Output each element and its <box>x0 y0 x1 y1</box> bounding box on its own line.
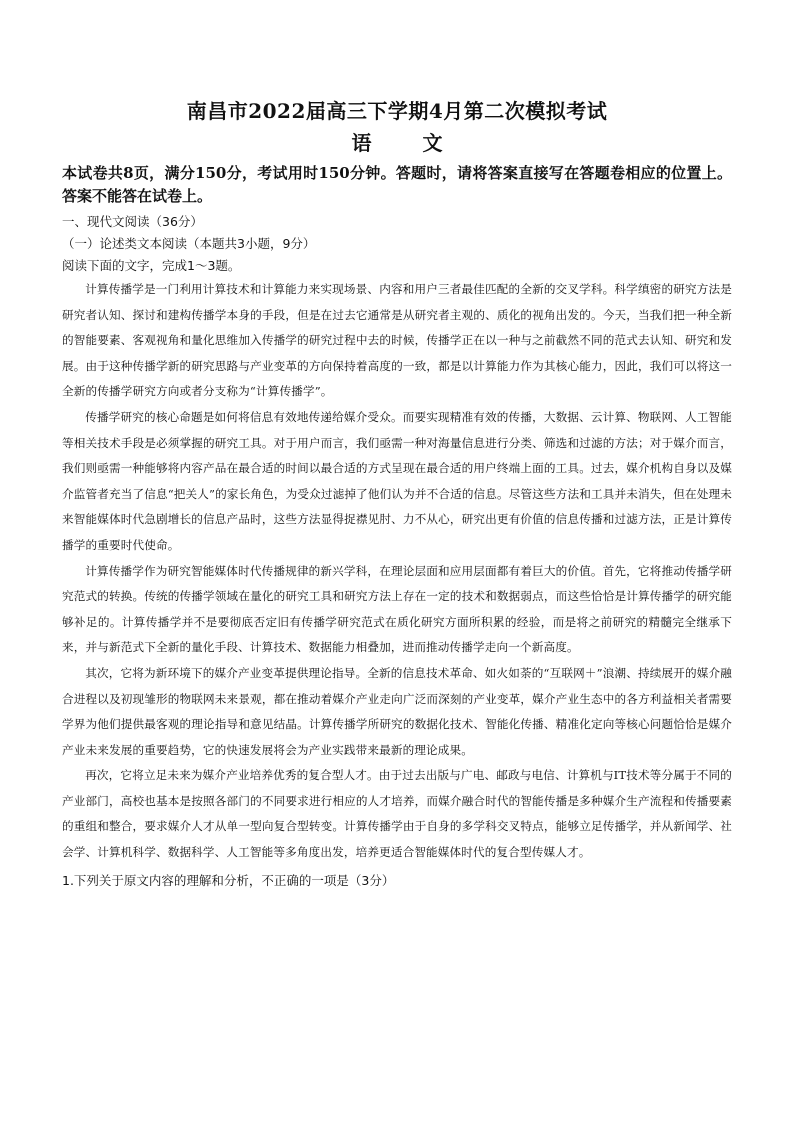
passage-paragraph: 计算传播学作为研究智能媒体时代传播规律的新兴学科，在理论层面和应用层面都有着巨大的价值。首先，它将推动传播学研究范式的转换。传统的传播学领域在量化的研究工具和研究方法上存在一定的技术和数据弱点，而这些恰恰是计算传播学的研究能够补足的。计算传播学并不是要彻底否定旧有传播学研究范式在质化研究方面所积累的经验，而是将之前研究的精髓完全继承下来，并与新范式下全新的量化手段、计算技术、数据能力相叠加，进而推动传播学走向一个新高度。 <box>62 563 732 655</box>
passage-paragraph: 计算传播学是一门利用计算技术和计算能力来实现场景、内容和用户三者最佳匹配的全新的交叉学科。科学缜密的研究方法是研究者认知、探讨和建构传播学本身的手段，但是在过去它通常是从研究者主观的、质化的视角出发的。今天，当我们把一种全新的智能要素、客观视角和量化思维加入传播学的研究过程中去的时候，传播学正在以一种与之前截然不同的范式去认知、研究和发展。由于这种传播学新的研究思路与产业变革的方向保持着高度的一致，都是以计算能力作为其核心能力，因此，我们可以将这一全新的传播学研究方向或者分支称为“计算传播学”。 <box>62 282 732 399</box>
question-1-stem: 1.下列关于原文内容的理解和分析，不正确的一项是（3分） <box>62 872 395 888</box>
passage-paragraph: 传播学研究的核心命题是如何将信息有效地传递给媒介受众。而要实现精准有效的传播，大数据、云计算、物联网、人工智能等相关技术手段是必须掌握的研究工具。对于用户而言，我们亟需一种对海量信息进行分类、筛选和过滤的方法；对于媒介而言，我们则亟需一种能够将内容产品在最合适的时间以最合适的方式呈现在最合适的用户终端上面的工具。过去，媒介机构自身以及媒介监管者充当了信息“把关人”的家长角色，为受众过滤掉了他们认为并不合适的信息。尽管这些方法和工具并未消失，但在处理未来智能媒体时代急剧增长的信息产品时，这些方法显得捉襟见肘、力不从心，研究出更有价值的信息传播和过滤方法，正是计算传播学的重要时代使命。 <box>62 409 732 552</box>
passage-paragraph: 其次，它将为新环境下的媒介产业变革提供理论指导。全新的信息技术革命、如火如荼的“互联网＋”浪潮、持续展开的媒介融合进程以及初现雏形的物联网未来景观，都在推动着媒介产业走向广泛而深刻的产业变革，媒介产业生态中的各方利益相关者需要学界为他们提供最客观的理论指导和意见结晶。计算传播学所研究的数据化技术、智能化传播、精准化定向等核心问题恰恰是媒介产业未来发展的重要趋势，它的快速发展将会为产业实践带来最新的理论成果。 <box>62 665 732 757</box>
passage-paragraph: 再次，它将立足未来为媒介产业培养优秀的复合型人才。由于过去出版与广电、邮政与电信、计算机与IT技术等分属于不同的产业部门，高校也基本是按照各部门的不同要求进行相应的人才培养，而媒介融合时代的智能传播是多种媒介生产流程和传播要素的重组和整合，要求媒介人才从单一型向复合型转变。计算传播学由于自身的多学科交叉特点，能够立足传播学，并从新闻学、社会学、计算机科学、数据科学、人工智能等多角度出发，培养更适合智能媒体时代的复合型传媒人才。 <box>62 768 732 860</box>
reading-prompt: 阅读下面的文字，完成1～3题。 <box>62 258 241 273</box>
reading-passage <box>62 277 732 866</box>
section-heading-argumentative: （一）论述类文本阅读（本题共3小题，9分） <box>62 236 316 251</box>
exam-instructions: 本试卷共8页，满分150分，考试用时150分钟。答题时，请将答案直接写在答题卷相应的位置上。答案不能答在试卷上。 <box>62 164 732 205</box>
subject-title: 语 文 <box>351 131 465 155</box>
section-heading-part1: 一、现代文阅读（36分） <box>62 214 203 229</box>
exam-title: 南昌市2022届高三下学期4月第二次模拟考试 <box>186 99 608 123</box>
